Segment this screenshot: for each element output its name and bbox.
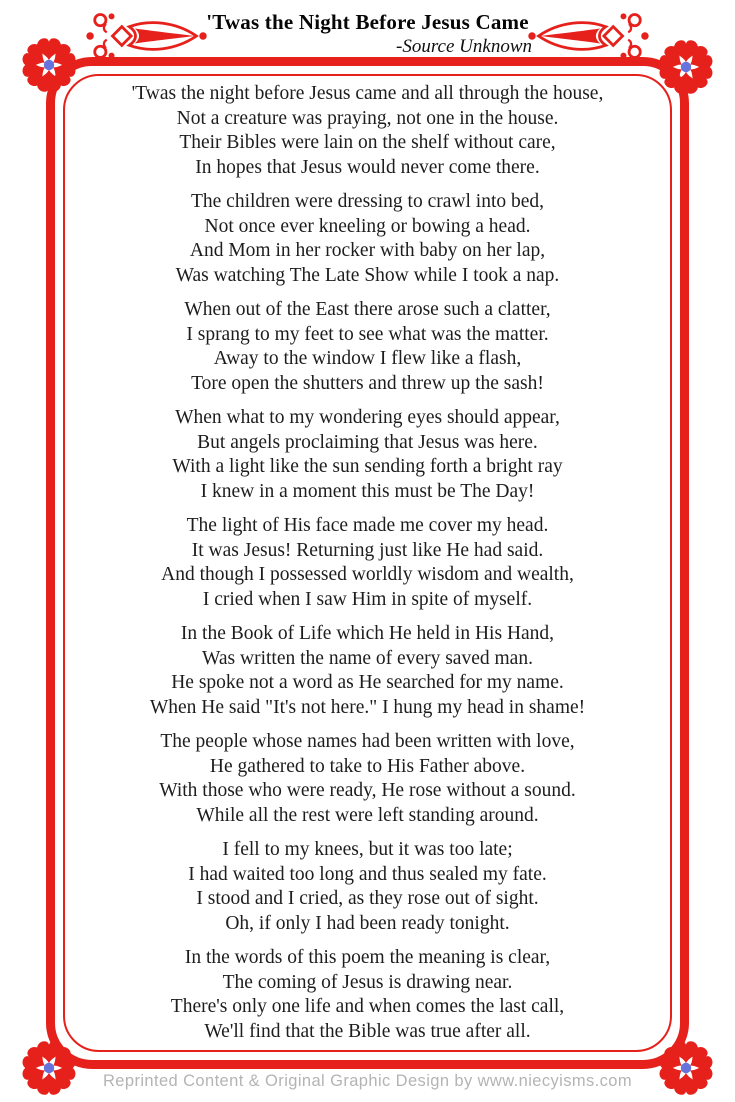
poem-line: I stood and I cried, as they rose out of sight. (196, 888, 539, 909)
poem-stanza (72, 190, 663, 288)
corner-flower-top-right-icon (657, 38, 715, 96)
poem-line: In the words of this poem the meaning is clear, (184, 947, 551, 968)
poem-stanza (72, 82, 663, 180)
page-title: 'Twas the Night Before Jesus Came (206, 10, 529, 34)
corner-flower-top-left-icon (20, 36, 78, 94)
poem-line: It was Jesus! Returning just like He had said. (191, 539, 544, 561)
poem-line: The coming of Jesus is drawing near. (222, 971, 513, 993)
poem-line: Not a creature was praying, not one in the house. (176, 107, 559, 129)
poem-line: When out of the East there arose such a clatter, (184, 299, 551, 320)
poem (72, 82, 663, 1054)
poem-stanza (72, 298, 663, 396)
poem-line: There's only one life and when comes the last call, (170, 996, 565, 1017)
poem-line: I knew in a moment this must be The Day! (200, 480, 535, 502)
poem-line: While all the rest were left standing around. (196, 804, 539, 826)
poem-line: I fell to my knees, but it was too late; (222, 839, 513, 860)
poem-line: He gathered to take to His Father above. (209, 755, 526, 777)
poem-line: 'Twas the night before Jesus came and all through the house, (131, 83, 604, 104)
poem-line: And though I possessed worldly wisdom and wealth, (161, 564, 574, 585)
poem-line: Was watching The Late Show while I took a nap. (175, 264, 560, 286)
poem-line: But angels proclaiming that Jesus was here. (197, 431, 538, 453)
poem-line: Away to the window I flew like a flash, (213, 348, 522, 369)
poem-line: Oh, if only I had been ready tonight. (225, 912, 510, 934)
poem-line: We'll find that the Bible was true after all. (204, 1020, 531, 1042)
poem-line: In hopes that Jesus would never come there. (195, 156, 540, 178)
poem-line: In the Book of Life which He held in His Hand, (180, 623, 555, 644)
poem-line: I cried when I saw Him in spite of myself. (202, 588, 533, 610)
footer-credit: Reprinted Content & Original Graphic Design by www.niecyisms.com (102, 1072, 633, 1090)
poem-line: I sprang to my feet to see what was the matter. (186, 323, 549, 345)
source-attribution: -Source Unknown (396, 36, 532, 57)
poem-line: He spoke not a word as He searched for my name. (171, 672, 564, 693)
poem-stanza (72, 622, 663, 720)
poem-stanza (72, 730, 663, 828)
poem-line: The people whose names had been written with love, (160, 731, 575, 752)
poem-line: And Mom in her rocker with baby on her lap, (189, 240, 546, 261)
poem-stanza (72, 514, 663, 612)
poem-line: Not once ever kneeling or bowing a head. (204, 215, 531, 237)
poem-line: When He said "It's not here." I hung my head in shame! (149, 696, 586, 718)
poem-line: I had waited too long and thus sealed my fate. (188, 863, 547, 885)
poem-line: The light of His face made me cover my head. (186, 515, 549, 536)
poem-stanza (72, 406, 663, 504)
poem-stanza (72, 838, 663, 936)
poem-line: Was written the name of every saved man. (202, 647, 533, 669)
poem-stanza (72, 946, 663, 1044)
poem-line: Tore open the shutters and threw up the sash! (191, 372, 544, 394)
poem-line: When what to my wondering eyes should appear, (175, 407, 560, 428)
poem-line: With those who were ready, He rose without a sound. (159, 780, 576, 801)
poem-line: The children were dressing to crawl into bed, (190, 191, 545, 212)
poem-line: With a light like the sun sending forth a bright ray (172, 456, 563, 477)
poem-line: Their Bibles were lain on the shelf without care, (179, 132, 556, 153)
